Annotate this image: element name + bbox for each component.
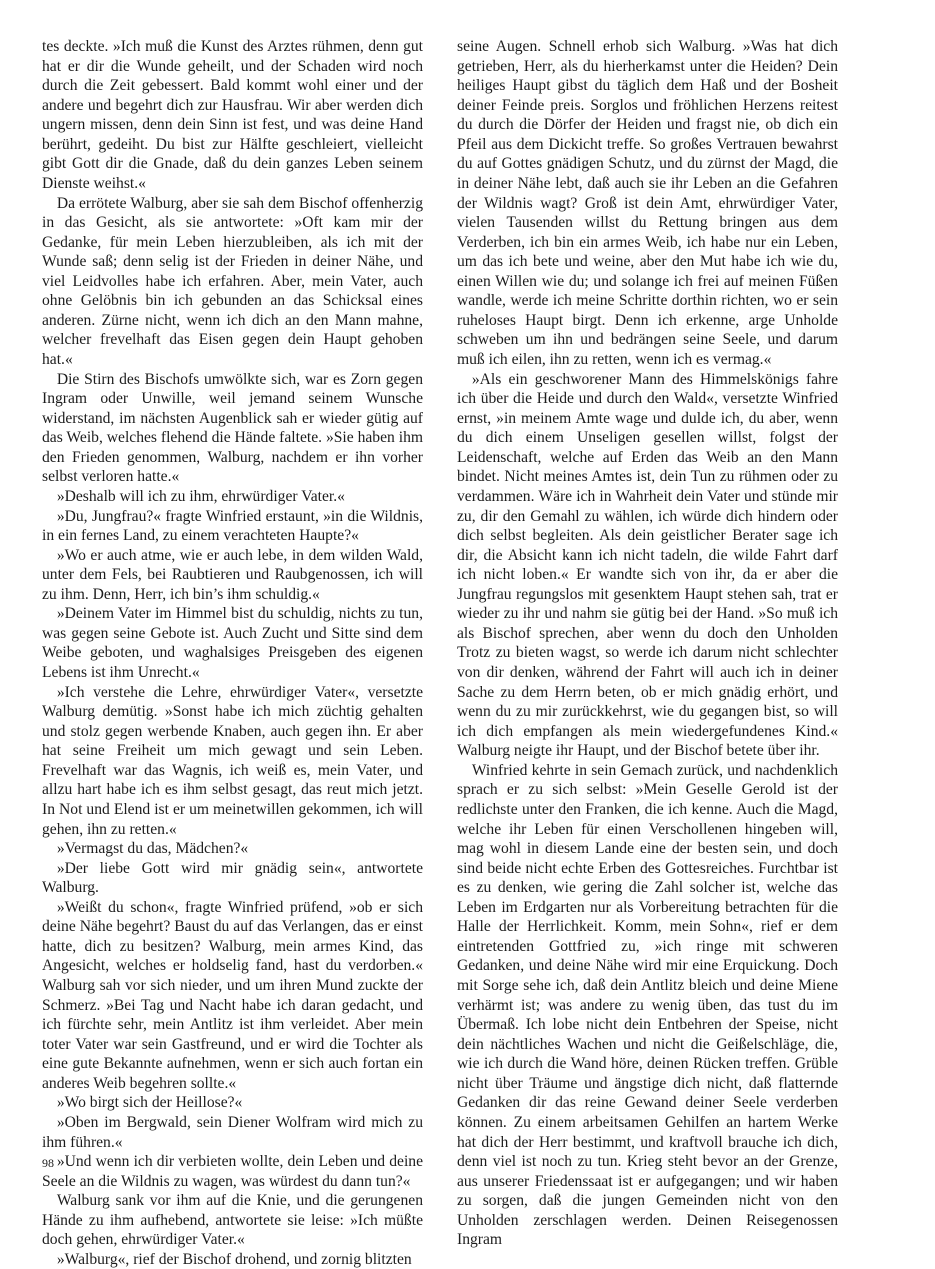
paragraph: tes deckte. »Ich muß die Kunst des Arztes rühmen, denn gut hat er dir die Wunde geheilt, und der Schaden wird noch durch die Zeit gebessert. Bald kommt wohl einer und der andere und begehrt dich zur Hausfrau. Wir aber werden dich ungern missen, denn dein Sinn ist fest, und was deine Hand berührt, gedeiht. Du bist zur Hälfte geschleiert, vielleicht gibt Gott dir die Gnade, daß du dein ganzes Leben seinem Dienste weihst.« <box>42 38 423 192</box>
paragraph: Da errötete Walburg, aber sie sah dem Bischof offenherzig in das Gesicht, als sie antwortete: »Oft kam mir der Gedanke, für mein Leben hierzubleiben, als ich mit der Wunde saß; denn selig ist der Frieden in deiner Nähe, und viel Leidvolles habe ich erfahren. Aber, mein Vater, auch ohne Gelöbnis bin ich gebunden an das Schicksal eines anderen. Zürne nicht, wenn ich dich an den Mann mahne, welcher frevelhaft das Eisen gegen dein Haupt gehoben hat.« <box>42 194 423 368</box>
paragraph: »Wo birgt sich der Heillose?« <box>56 1094 243 1112</box>
right-column <box>457 37 838 1250</box>
paragraph: »Ich verstehe die Lehre, ehrwürdiger Vater«, versetzte Walburg demütig. »Sonst habe ich mich züchtig gehalten und stolz gegen werbende Knaben, auch gegen ihn. Er aber hat seine Freiheit um mich gewagt und sein Leben. Frevelhaft war das Wagnis, ich weiß es, mein Vater, und allzu hart habe ich es ihm selbst gesagt, das reut mich jetzt. In Not und Elend ist er um meinetwillen gekommen, ich will gehen, ihn zu retten.« <box>42 683 423 838</box>
paragraph: »Oben im Bergwald, sein Diener Wolfram wird mich zu ihm führen.« <box>42 1113 423 1151</box>
page-number: 98 <box>42 1156 54 1170</box>
paragraph: »Deshalb will ich zu ihm, ehrwürdiger Vater.« <box>56 487 345 505</box>
paragraph: »Walburg«, rief der Bischof drohend, und zornig blitzten <box>56 1250 412 1268</box>
paragraph: Die Stirn des Bischofs umwölkte sich, war es Zorn gegen Ingram oder Unwille, weil jemand seinem Wunsche widerstand, im nächsten Augenblick sah er wieder gütig auf das Weib, welches flehend die Hände faltete. »Sie haben ihm den Frieden genommen, Walburg, nachdem er ihn vorher selbst verloren hatte.« <box>42 370 423 486</box>
paragraph: seine Augen. Schnell erhob sich Walburg. »Was hat dich getrieben, Herr, als du hierherkamst unter die Heiden? Dein heiliges Haupt gibst du täglich dem Haß und der Bosheit deiner Feinde preis. Sorglos und fröhlichen Herzens reitest du durch die Dörfer der Heiden und fragst nie, ob dich ein Pfeil aus dem Dickicht treffe. So großes Vertrauen bewahrst du auf Gottes gnädigen Schutz, und du zürnst der Magd, die in deiner Nähe lebt, daß auch sie ihr Leben an die Gefahren der Wildnis wagt? Groß ist dein Amt, ehrwürdiger Vater, vielen Tausenden willst du Rettung bringen aus dem Verderben, ich bin ein armes Weib, ich habe nur ein Leben, um das ich bete und weine, aber den Mut habe ich wie du, einen Willen wie du; und solange ich frei auf meinen Füßen wandle, werde ich meine Schritte dorthin richten, wo er sein ruheloses Haupt birgt. Denn ich erkenne, arge Unholde schweben um ihn und bedrängen seine Seele, und darum muß ich eilen, ihn zu retten, wenn ich es vermag.« <box>457 38 838 368</box>
paragraph: »Deinem Vater im Himmel bist du schuldig, nichts zu tun, was gegen seine Gebote ist. Auch Zucht und Sitte sind dem Weibe geboten, und waghalsiges Preisgeben des eigenen Lebens ist ihm Unrecht.« <box>42 605 423 681</box>
paragraph: Winfried kehrte in sein Gemach zurück, und nachdenklich sprach er zu sich selbst: »Mein Geselle Gerold ist der redlichste unter den Franken, die ich kenne. Auch die Magd, welche ihr Leben für einen Verschollenen hingeben will, mag wohl in diesem Lande eine der besten sein, und doch sind beide nicht echte Erben des Gottesreiches. Furchtbar ist es zu denken, wie gering die Zahl solcher ist, welche das Leben im Erdgarten nur als Vorbereitung betrachten für die Halle der Herrlichkeit. Komm, mein Sohn«, rief er dem eintretenden Gottfried zu, »ich ringe mit schweren Gedanken, und deine Nähe wird mir eine Erquickung. Doch mit Sorge sehe ich, daß dein Antlitz bleich und deine Miene verhärmt ist; was andere zu wenig üben, das tust du im Übermaß. Ich lobe nicht dein Entbehren der Speise, nicht dein nächtliches Wachen und nicht die Geißelschläge, die, wie ich durch die Wand höre, deinen Rücken treffen. Grüble nicht über Träume und ängstige dich nicht, daß flatternde Gedanken dir das reine Gewand deiner Seele verderben können. Zu einem arbeitsamen Gehilfen an hartem Werke hat dich der Herr bestimmt, und kraftvoll brauche ich dich, denn viel ist noch zu tun. Krieg steht bevor an der Grenze, aus unserer Friedenssaat ist er aufgegangen; und wir haben zu sorgen, daß die jungen Gemeinden nicht von den Unholden zerschlagen werden. Deinen Reisegenossen Ingram <box>457 761 838 1249</box>
paragraph: »Vermagst du das, Mädchen?« <box>56 840 249 858</box>
paragraph: »Der liebe Gott wird mir gnädig sein«, antwortete Walburg. <box>42 859 423 897</box>
paragraph: »Weißt du schon«, fragte Winfried prüfend, »ob er sich deine Nähe begehrt? Baust du auf das Verlangen, das er einst hatte, dich zu besitzen? Walburg, mein armes Kind, das Angesicht, welches er holdselig fand, hast du verdorben.« Walburg sah vor sich nieder, und um ihren Mund zuckte der Schmerz. »Bei Tag und Nacht habe ich daran gedacht, und ich fürchte sehr, mein Antlitz ist ihm verleidet. Aber mein toter Vater war sein Gastfreund, und er wird die Tochter als eine gute Bekannte aufnehmen, wenn er sich auch fortan ein anderes Weib begehren sollte.« <box>42 898 423 1092</box>
paragraph: »Als ein geschworener Mann des Himmelskönigs fahre ich über die Heide und durch den Wald«, versetzte Winfried ernst, »in meinem Amte wage und dulde ich, du aber, wenn du dich einem Unseligen gesellen willst, folgst der Leidenschaft, welche auf Erden das Weib an den Mann bindet. Nicht meines Amtes ist, dein Tun zu rühmen oder zu verdammen. Wäre ich in Wahrheit dein Vater und stünde mir zu, dir den Gemahl zu wählen, ich würde dich hindern oder dich selbst begleiten. Als dein geistlicher Berater sage ich dir, die Absicht kann ich nicht tadeln, die wilde Fahrt darf ich nicht loben.« Er wandte sich von ihr, da er aber die Jungfrau regungslos mit gesenktem Haupt stehen sah, trat er wieder zu ihr und nahm sie gütig bei der Hand. »So muß ich als Bischof sprechen, aber wenn du doch den Unholden Trotz zu bieten wagst, so werde ich darum nicht schlechter von dir denken, während der Fahrt will auch ich in deiner Sache zu dem Herrn beten, ob er mich gnädig erhört, und wenn du zu mir zurückkehrst, wie du gegangen bist, so will ich dich empfangen als mein wiedergefundenes Kind.« Walburg neigte ihr Haupt, und der Bischof betete über ihr. <box>457 370 838 760</box>
paragraph: »Du, Jungfrau?« fragte Winfried erstaunt, »in die Wildnis, in ein fernes Land, zu einem verachteten Haupte?« <box>42 507 423 545</box>
paragraph: »Wo er auch atme, wie er auch lebe, in dem wilden Wald, unter dem Fels, bei Raubtieren und Raubgenossen, ich will zu ihm. Denn, Herr, ich bin’s ihm schuldig.« <box>42 546 423 603</box>
paragraph: Walburg sank vor ihm auf die Knie, und die gerungenen Hände zu ihm aufhebend, antwortete sie leise: »Ich müßte doch gehen, ehrwürdiger Vater.« <box>42 1192 423 1249</box>
left-column <box>42 37 423 1269</box>
paragraph: »Und wenn ich dir verbieten wollte, dein Leben und deine Seele an die Wildnis zu wagen, was würdest du dann tun?« <box>42 1153 423 1190</box>
